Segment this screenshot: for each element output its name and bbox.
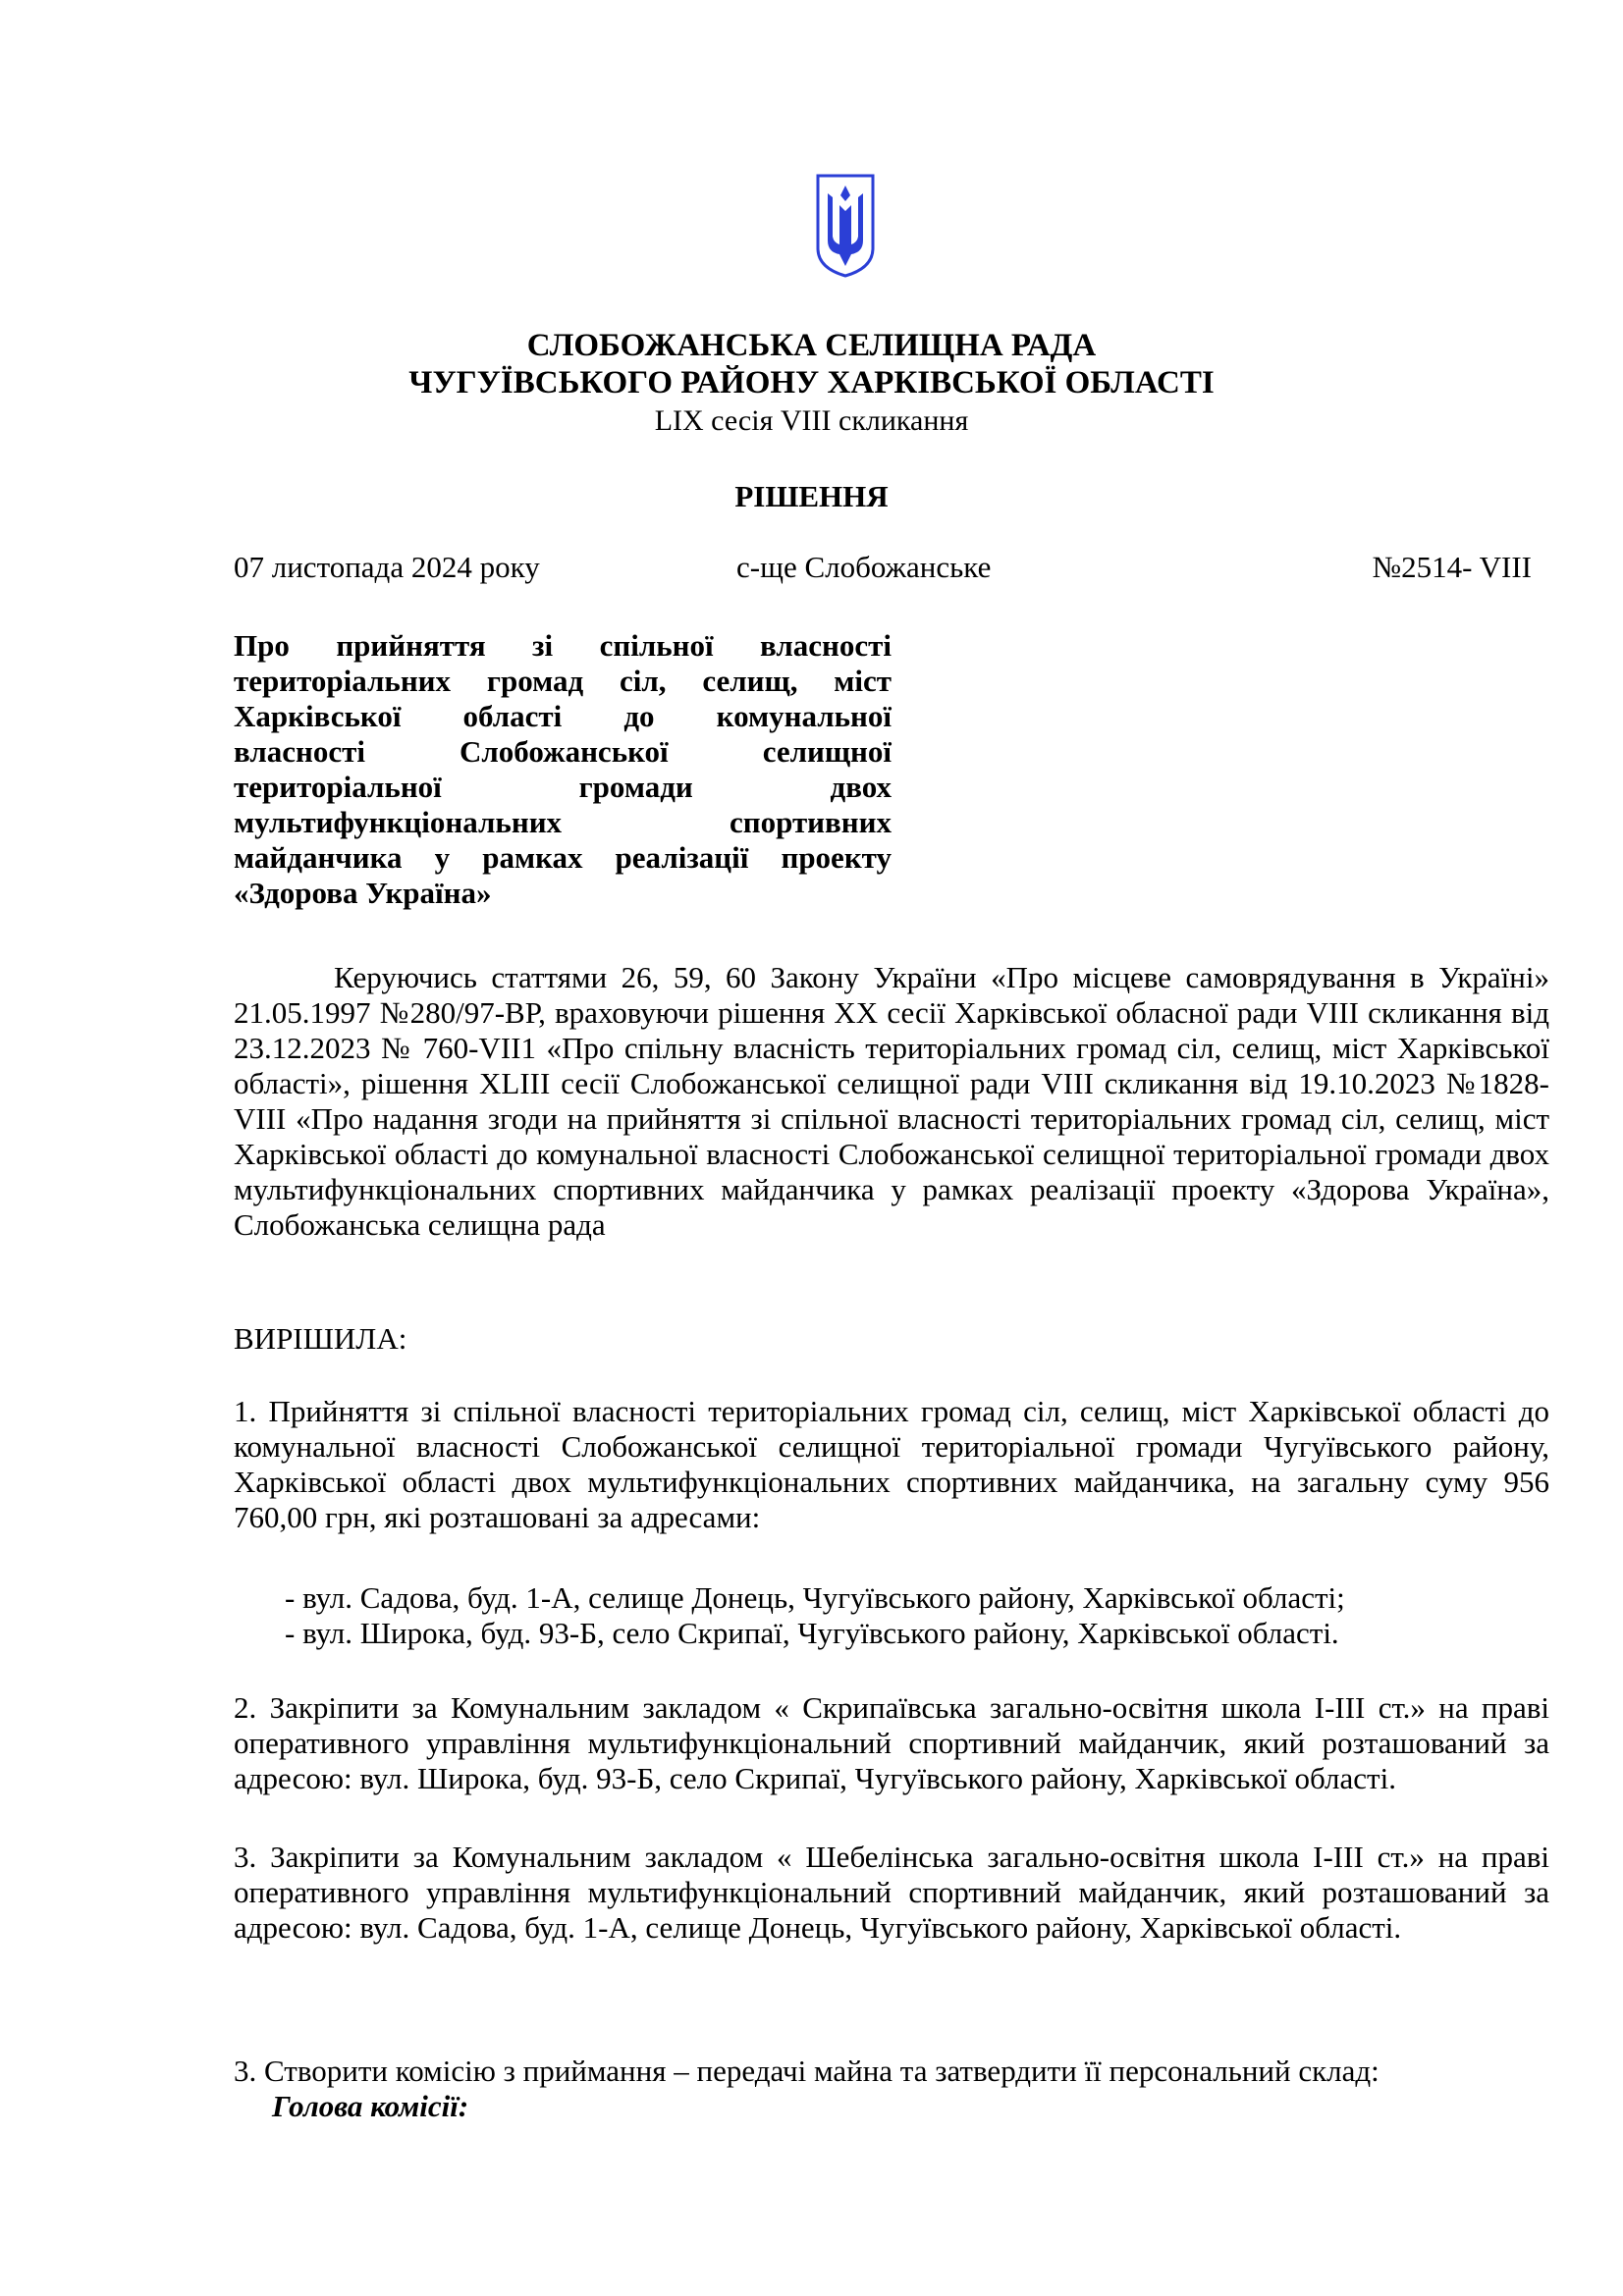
- item-1-paragraph: 1. Прийняття зі спільної власності територіальних громад сіл, селищ, міст Харківської області до комунальної власності Слобожанської селищної територіальної громади Чугуївського району, Харківської області двох мультифункціональних спортивних майданчика, на загальну суму 956 760,00 грн, які розташовані за адресами:: [234, 1394, 1549, 1534]
- subject-line: власності Слобожанської селищної: [234, 734, 892, 769]
- item-2-paragraph: 2. Закріпити за Комунальним закладом « Скрипаївська загально-освітня школа І-ІІІ ст.» на праві оперативного управління мультифункціональний спортивний майданчик, який розташований за адресою: вул. Широка, буд. 93-Б, село Скрипаї, Чугуївського району, Харківської області.: [234, 1690, 1549, 1795]
- decided-heading: ВИРІШИЛА:: [234, 1321, 407, 1356]
- decision-number: №2514- VIII: [1372, 550, 1532, 584]
- subject-line: Харківської області до комунальної: [234, 699, 892, 733]
- subject-line: майданчика у рамках реалізації проекту: [234, 840, 892, 875]
- document-title: РІШЕННЯ: [734, 479, 889, 513]
- address-2: - вул. Широка, буд. 93-Б, село Скрипаї, Чугуївського району, Харківської області.: [285, 1616, 1339, 1650]
- subject-line: територіальної громади двох: [234, 770, 892, 804]
- decision-place: с-ще Слобожанське: [736, 550, 992, 584]
- meta-row: [234, 548, 1532, 587]
- council-name-line2: ЧУГУЇВСЬКОГО РАЙОНУ ХАРКІВСЬКОЇ ОБЛАСТІ: [408, 365, 1215, 400]
- item-4-paragraph: 3. Створити комісію з приймання – передачі майна та затвердити її персональний склад:: [234, 2054, 1380, 2088]
- commission-chair-label: Голова комісії:: [272, 2089, 469, 2123]
- address-1: - вул. Садова, буд. 1-А, селище Донець, Чугуївського району, Харківської області;: [285, 1580, 1345, 1615]
- preamble-paragraph: Керуючись статтями 26, 59, 60 Закону України «Про місцеве самоврядування в Україні» 21.05.1997 №280/97-ВР, враховуючи рішення ХХ сесії Харківської обласної ради VIII скликання від 23.12.2023 № 760-VII1 «Про спільну власність територіальних громад сіл, селищ, міст Харківської області», рішення XLIII сесії Слобожанської селищної ради VIII скликання від 19.10.2023 №1828-VIII «Про надання згоди на прийняття зі спільної власності територіальних громад сіл, селищ, міст Харківської області до комунальної власності Слобожанської селищної територіальної громади двох мультифункціональних спортивних майданчика у рамках реалізації проекту «Здорова Україна», Слобожанська селищна рада: [234, 960, 1549, 1242]
- subject-line: Про прийняття зі спільної власності: [234, 628, 892, 663]
- session-line: LIX сесія VIII скликання: [654, 404, 969, 437]
- council-name-line1: СЛОБОЖАНСЬКА СЕЛИЩНА РАДА: [526, 328, 1097, 363]
- item-3-paragraph: 3. Закріпити за Комунальним закладом « Шебелінська загально-освітня школа І-ІІІ ст.» на праві оперативного управління мультифункціональний спортивний майданчик, який розташований за адресою: вул. Садова, буд. 1-А, селище Донець, Чугуївського району, Харківської області.: [234, 1840, 1549, 1945]
- subject-line: мультифункціональних спортивних: [234, 805, 892, 839]
- decision-date: 07 листопада 2024 року: [234, 550, 540, 584]
- decision-subject: [234, 628, 892, 911]
- subject-line: територіальних громад сіл, селищ, міст: [234, 664, 892, 698]
- subject-line: «Здорова Україна»: [234, 876, 492, 910]
- coat-of-arms-icon: [814, 172, 877, 280]
